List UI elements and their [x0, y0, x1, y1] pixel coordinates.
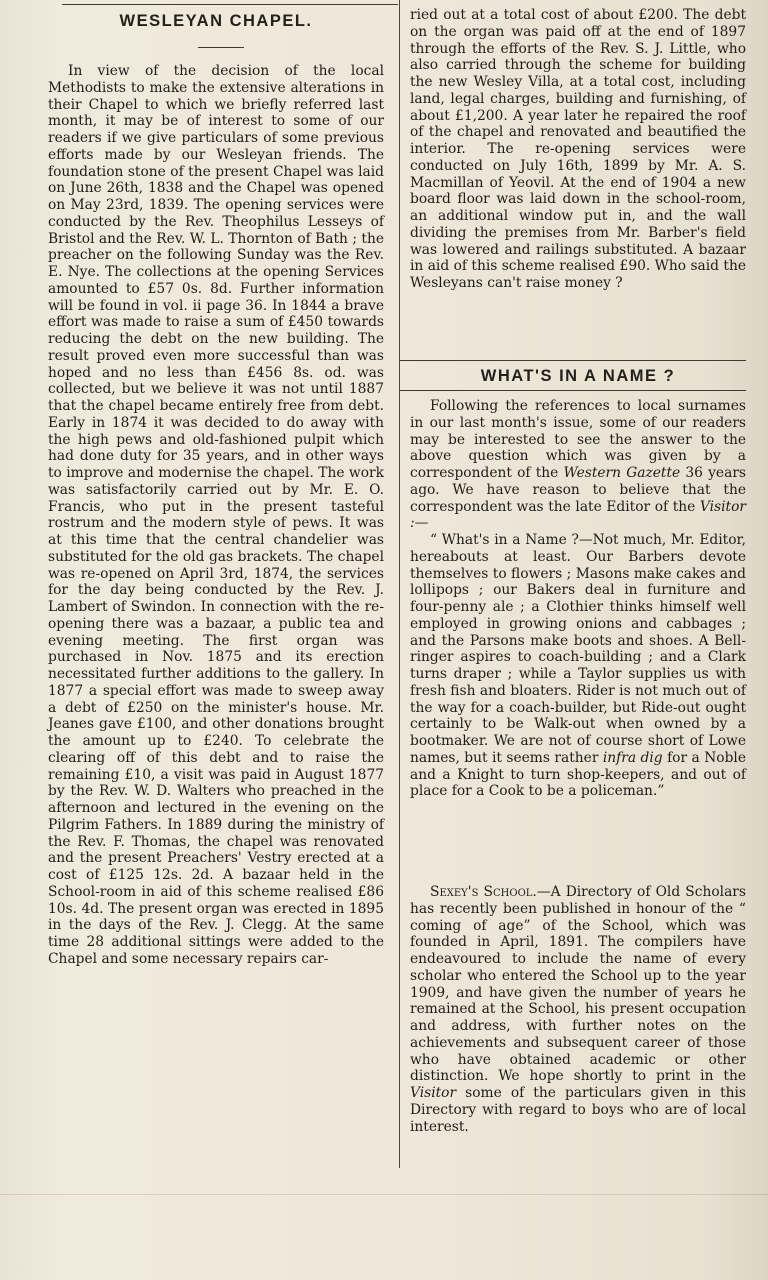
wesleyan-chapel-continuation: ried out at a total cost of about £200. The debt on the organ was paid off at the end of 1897 through the efforts of the Rev. S. J. Little, who also carried through the scheme for building the new Wesley Villa, at a total cost, including land, legal charges, building and furnishing, of about £1,200. A year later he repaired the roof of the chapel and renovated and beautified the interior. The re-opening services were conducted on July 16th, 1899 by Mr. A. S. Macmillan of Yeovil. At the end of 1904 a new board floor was laid down in the school-room, an additional window put in, and the wall dividing the premises from Mr. Barber's field was lowered and railings substituted. A bazaar in aid of this scheme realised £90. Who said the Wesleyans can't raise money ?: [410, 7, 746, 291]
wesleyan-chapel-body: In view of the decision of the local Methodists to make the extensive alterations in their Chapel to which we briefly referred last month, it may be of interest to some of our readers if we give particulars of some previous efforts made by our Wesleyan friends. The foundation stone of the present Chapel was laid on June 26th, 1838 and the Chapel was opened on May 23rd, 1839. The opening services were conducted by the Rev. Theophilus Lesseys of Bristol and the Rev. W. L. Thornton of Bath ; the preacher on the following Sunday was the Rev. E. Nye. The collections at the opening Services amounted to £57 0s. 8d. Further information will be found in vol. ii page 36. In 1844 a brave effort was made to raise a sum of £450 towards reducing the debt on the new building. The result proved even more successful than was hoped and no less than £456 8s. od. was collected, but we believe it was not until 1887 that the chapel became entirely free from debt. Early in 1874 it was decided to do away with the high pews and old-fashioned pulpit which had done duty for 35 years, and in other ways to improve and modernise the chapel. The work was satisfactorily carried out by Mr. E. O. Francis, who put in the present tasteful rostrum and the modern style of pews. It was at this time that the central chandelier was substituted for the old gas brackets. The chapel was re-opened on April 3rd, 1874, the services for the day being conducted by the Rev. J. Lambert of Swindon. In connection with the re-opening there was a bazaar, a public tea and evening meeting. The first organ was purchased in Nov. 1875 and its erection necessitated further additions to the gallery. In 1877 a special effort was made to sweep away a debt of £250 on the minister's house. Mr. Jeanes gave £100, and other donations brought the amount up to £240. To celebrate the clearing off of this debt and to raise the remaining £10, a visit was paid in August 1877 by the Rev. W. D. Walters who preached in the afternoon and lectured in the evening on the Pilgrim Fathers. In 1889 during the ministry of the Rev. F. Thomas, the chapel was renovated and the present Preachers' Vestry erected at a cost of £125 12s. 2d. A bazaar held in the School-room in aid of this scheme realised £86 10s. 4d. The present organ was erected in 1895 in the days of the Rev. J. Clegg. At the same time 28 additional sittings were added to the Chapel and some necessary repairs car-: [48, 63, 384, 967]
section-rule-top: [400, 360, 746, 361]
section-rule-bottom: [400, 390, 746, 391]
wesleyan-chapel-title: WESLEYAN CHAPEL.: [119, 12, 313, 30]
sexey-text-a: —A Directory of Old Scholars has recently been published in honour of the “ coming of age” of the School, which was founded in April, 1891. The compilers have endeavoured to include the name of every scholar who entered the School up to the year 1909, and have given the number of years he remained at the School, his present occupation and address, with further notes on the achievements and subsequent career of those who have obtained academic or other distinction. We hope shortly to print in the: [410, 884, 746, 1085]
intro-text-b: 36 years ago. We have reason to believe that the correspondent was the late Editor of the: [410, 465, 746, 515]
quote-text-b: for a Noble and a Knight to turn shop-keepers, and out of place for a Cook to be a policeman.”: [410, 749, 746, 800]
sexeys-school-paragraph: [410, 884, 746, 1135]
column-divider: [399, 0, 400, 1168]
sexey-text-b: some of the particulars given in this Directory with regard to boys who are of local interest.: [410, 1085, 746, 1135]
whats-in-a-name-quote: [410, 532, 746, 800]
sexeys-school-body: [410, 884, 746, 1135]
intro-italic-western-gazette: Western Gazette: [563, 465, 681, 481]
quote-italic-infra-dig: infra dig: [602, 749, 663, 766]
intro-text-a: Following the references to local surnames in our last month's issue, some of our readers may be interested to see the answer to the above question which was given by a correspondent of the: [410, 398, 746, 481]
quote-text-a: “ What's in a Name ?—Not much, Mr. Editor, hereabouts at least. Our Barbers devote themselves to flowers ; Masons make cakes and lollipops ; our Bakers deal in furniture and four-penny ale ; a Clothier thinks himself well employed in growing onions and cabbages ; and the Parsons make boots and shoes. A Bell-ringer aspires to coach-building ; and a Clark turns draper ; while a Taylor supplies us with fresh fish and bloaters. Rider is not much out of the way for a coach-builder, but Ride-out ought certainly to be Walk-out when owned by a bootmaker. We are not of course short of Lowe names, but it seems rather: [410, 532, 746, 766]
title-underline: [198, 47, 244, 48]
sexey-italic-visitor: Visitor: [410, 1085, 457, 1101]
top-rule: [62, 4, 398, 5]
intro-italic-visitor: Visitor :—: [410, 498, 746, 532]
whats-in-a-name-body: [410, 398, 746, 800]
whats-in-a-name-intro: [410, 398, 746, 532]
sexeys-school-heading: Sexey's School.: [430, 884, 537, 900]
page-bottom-shade: [0, 1194, 768, 1195]
whats-in-a-name-title: WHAT'S IN A NAME ?: [480, 367, 676, 385]
